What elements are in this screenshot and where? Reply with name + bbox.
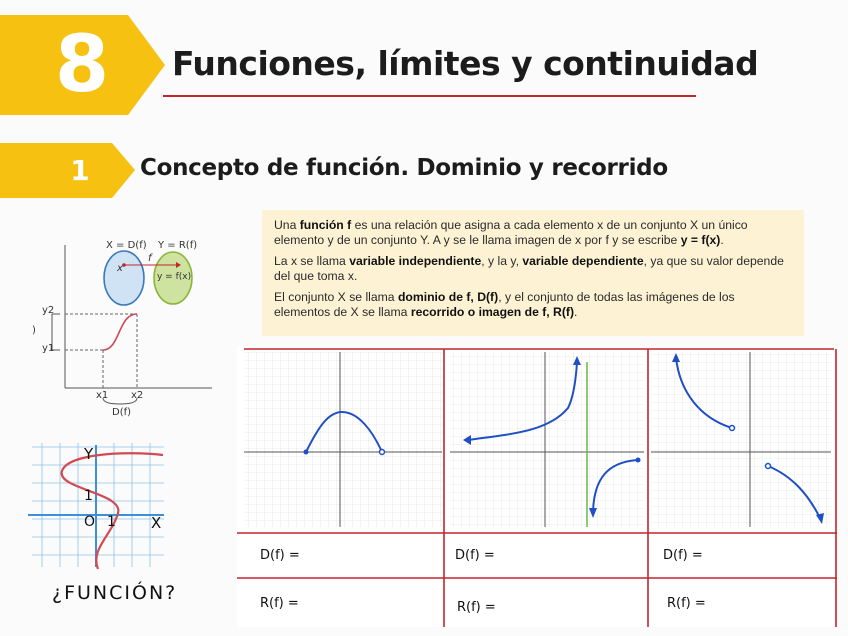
domain-cell-3[interactable]: D(f) =	[663, 548, 703, 563]
image-fx-label: y = f(x)	[157, 272, 192, 282]
range-bracket: )	[32, 325, 36, 336]
exercise-table	[237, 346, 837, 627]
sketch-x-axis-label: X	[151, 514, 162, 532]
definition-paragraph-function: Una función f es una relación que asigna a cada elemento x de un conjunto X un único elemento y de un conjunto Y. A y se le llama imagen de x por f y se escribe y = f(x).	[274, 218, 748, 248]
chapter-number: 8	[54, 20, 110, 110]
x2-label: x2	[131, 390, 144, 401]
sketch-one-y-label: 1	[84, 488, 93, 504]
graph-1-parabola	[244, 352, 442, 527]
definition-paragraph-domain-range: El conjunto X se llama dominio de f, D(f), y el conjunto de todas las imágenes de los elementos de X se llama recorrido o imagen de f, R(f).	[274, 289, 735, 320]
chapter-title-underline	[163, 95, 696, 97]
set-y-label: Y = R(f)	[158, 240, 198, 251]
function-question-label: ¿FUNCIÓN?	[52, 582, 178, 604]
set-x-label: X = D(f)	[106, 240, 147, 251]
sketch-one-x-label: 1	[107, 514, 116, 530]
domain-cell-1[interactable]: D(f) =	[260, 548, 300, 563]
element-x-label: x	[117, 263, 123, 274]
y2-label: y2	[42, 305, 55, 316]
domain-cell-2[interactable]: D(f) =	[455, 548, 495, 563]
graph-2-asymptote	[450, 352, 644, 527]
map-f-label: f	[148, 253, 152, 264]
chapter-title: Funciones, límites y continuidad	[172, 44, 759, 83]
range-cell-1[interactable]: R(f) =	[260, 596, 299, 611]
domain-brace-label: D(f)	[112, 407, 132, 418]
sketch-graph	[28, 443, 168, 573]
sketch-y-axis-label: Y	[84, 445, 94, 463]
definition-paragraph-variables: La x se llama variable independiente, y la y, variable dependiente, ya que su valor depende del que toma x.	[274, 253, 784, 284]
sketch-origin-label: O	[84, 514, 96, 530]
graph-3-branches	[651, 352, 831, 527]
range-cell-2[interactable]: R(f) =	[457, 600, 496, 615]
definition-box	[262, 210, 804, 336]
range-cell-3[interactable]: R(f) =	[667, 596, 706, 611]
section-number: 1	[70, 154, 90, 187]
x1-label: x1	[96, 390, 109, 401]
y1-label: y1	[42, 343, 55, 354]
section-title: Concepto de función. Dominio y recorrido	[140, 155, 668, 181]
